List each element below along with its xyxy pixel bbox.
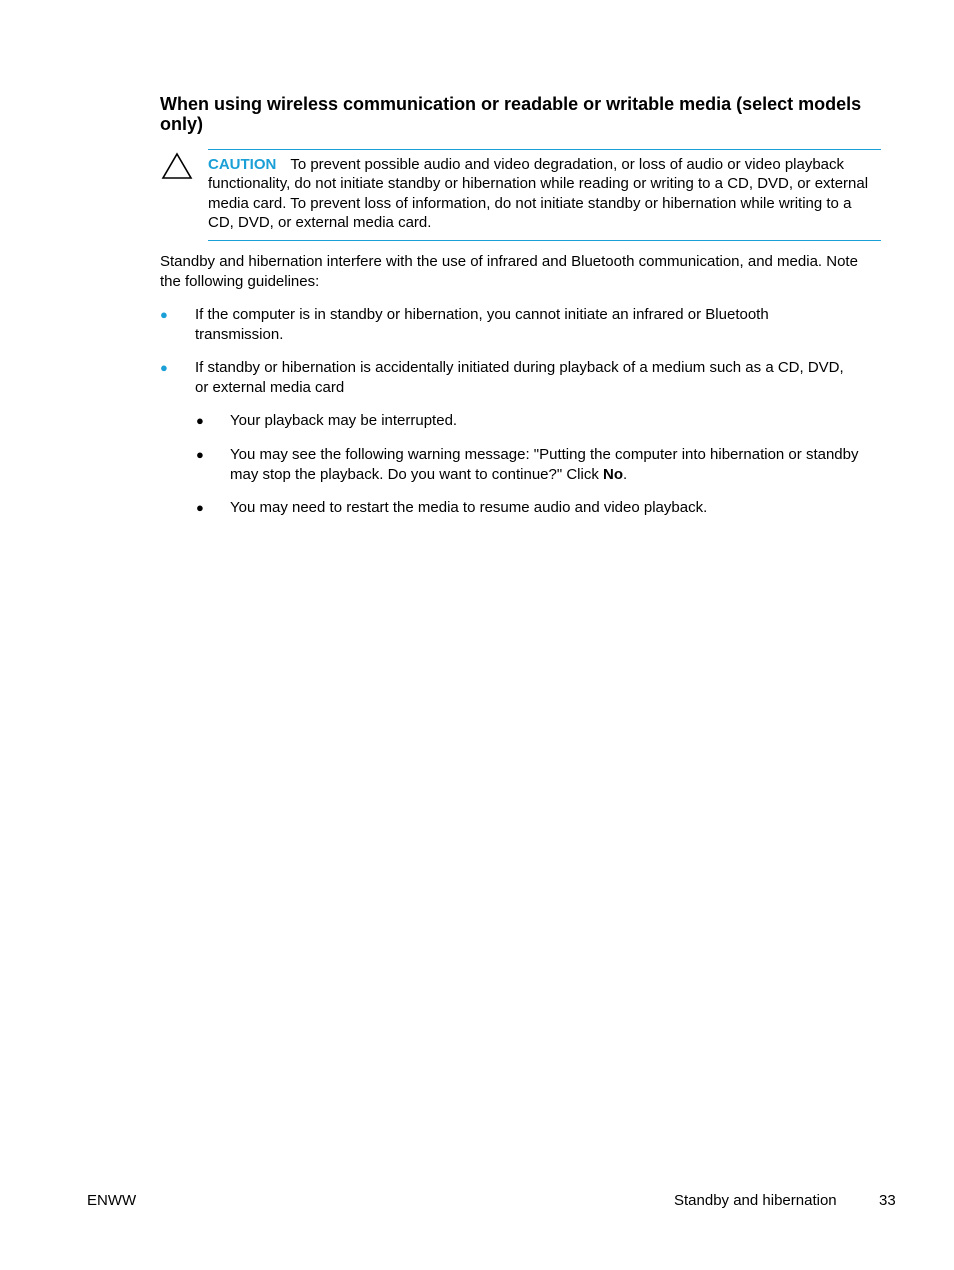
caution-text [208, 155, 873, 232]
list-item-text: If standby or hibernation is accidentally initiated during playback of a medium such as a CD, DVD, or external media card [195, 359, 844, 396]
intro-paragraph: Standby and hibernation interfere with the use of infrared and Bluetooth communication, and media. Note the following guidelines: [160, 253, 858, 290]
bullet-icon: ● [196, 447, 204, 462]
list-item-text: Your playback may be interrupted. [230, 412, 458, 429]
page-number: 33 [879, 1192, 896, 1209]
warning-triangle-icon [160, 152, 194, 180]
section-heading: When using wireless communication or readable or writable media (select models only) [160, 94, 862, 134]
bullet-icon: ● [196, 413, 204, 428]
bullet-icon: ● [160, 307, 168, 322]
footer-locale-code: ENWW [87, 1192, 137, 1209]
warning-message-text: You may see the following warning message: "Putting the computer into hibernation or standby may stop the playback. Do you want to continue?" Click [230, 446, 859, 483]
caution-body: To prevent possible audio and video degradation, or loss of audio or video playback functionality, do not initiate standby or hibernation while reading or writing to a CD, DVD, or external media card. To prevent loss of information, do not initiate standby or hibernation while writing to a CD, DVD, or external media card. [208, 156, 869, 231]
caution-label: CAUTION [208, 156, 277, 173]
sentence-end: . [623, 466, 628, 483]
list-item-text [230, 445, 870, 485]
list-item-text: You may need to restart the media to resume audio and video playback. [230, 499, 708, 516]
bullet-icon: ● [160, 360, 168, 375]
bullet-icon: ● [196, 500, 204, 515]
list-item-text: If the computer is in standby or hibernation, you cannot initiate an infrared or Bluetooth transmission. [195, 306, 769, 343]
no-option-label: No [603, 466, 624, 483]
footer-section-title: Standby and hibernation [674, 1192, 837, 1209]
caution-notice [208, 149, 881, 241]
